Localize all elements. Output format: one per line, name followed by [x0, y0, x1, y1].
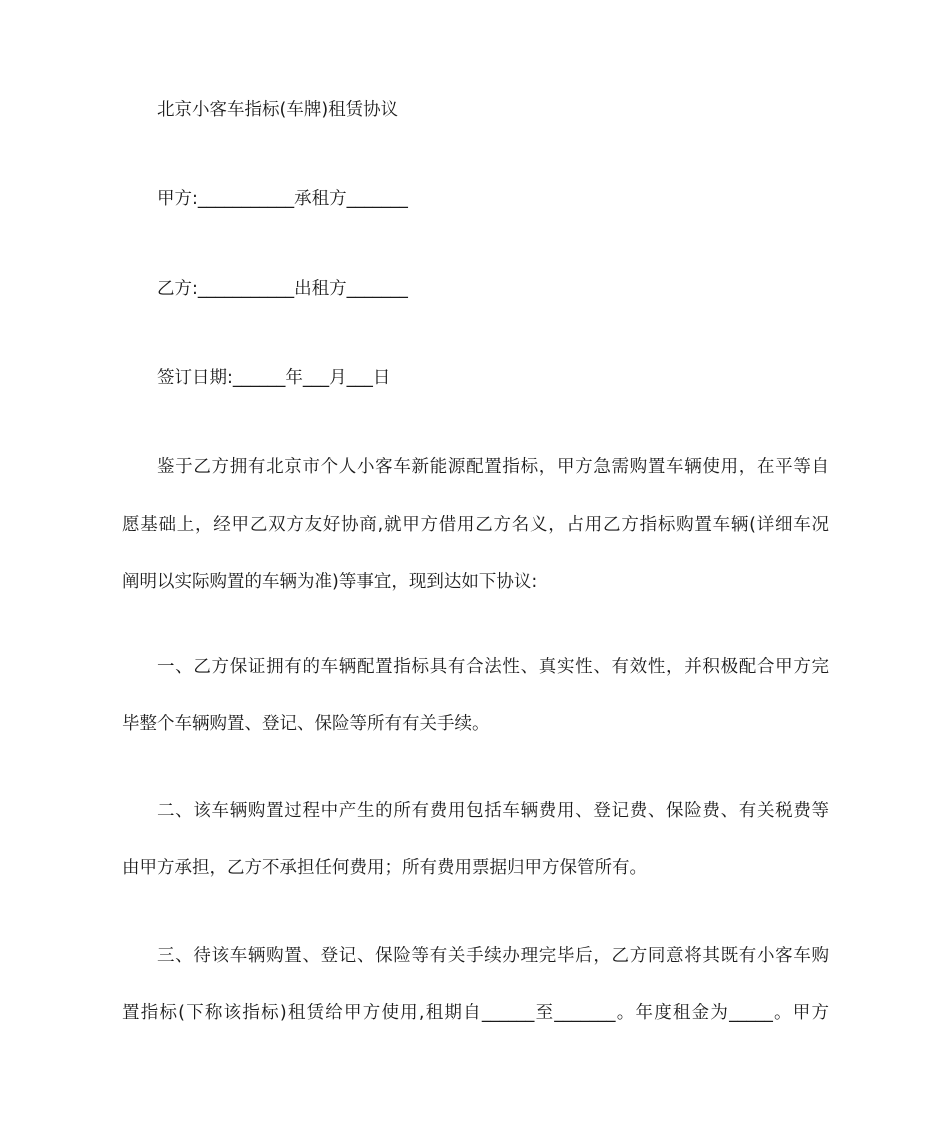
clause-1-line-1: 一、乙方保证拥有的车辆配置指标具有合法性、真实性、有效性，并积极配合甲方完 [157, 657, 829, 677]
sign-date-line: 签订日期:______年___月___日 [157, 368, 391, 388]
clause-2-line-1: 二、该车辆购置过程中产生的所有费用包括车辆费用、登记费、保险费、有关税费等 [157, 801, 829, 821]
document-title: 北京小客车指标(车牌)租赁协议 [157, 100, 399, 120]
clause-3-line-1: 三、待该车辆购置、登记、保险等有关手续办理完毕后，乙方同意将其既有小客车购 [157, 946, 829, 966]
preamble-line-3: 阐明以实际购置的车辆为准)等事宜，现到达如下协议: [122, 572, 538, 592]
clause-3-line-2: 置指标(下称该指标)租赁给甲方使用,租期自______至_______。年度租金为_____。甲方 [122, 1003, 829, 1023]
preamble-line-2: 愿基础上，经甲乙双方友好协商,就甲方借用乙方名义，占用乙方指标购置车辆(详细车况 [122, 515, 829, 535]
party-a-line: 甲方:___________承租方_______ [157, 189, 408, 209]
preamble-line-1: 鉴于乙方拥有北京市个人小客车新能源配置指标，甲方急需购置车辆使用，在平等自 [157, 457, 829, 477]
clause-1-line-2: 毕整个车辆购置、登记、保险等所有有关手续。 [122, 714, 490, 734]
party-b-line: 乙方:___________出租方_______ [157, 279, 408, 299]
clause-2-line-2: 由甲方承担，乙方不承担任何费用；所有费用票据归甲方保管所有。 [122, 858, 647, 878]
